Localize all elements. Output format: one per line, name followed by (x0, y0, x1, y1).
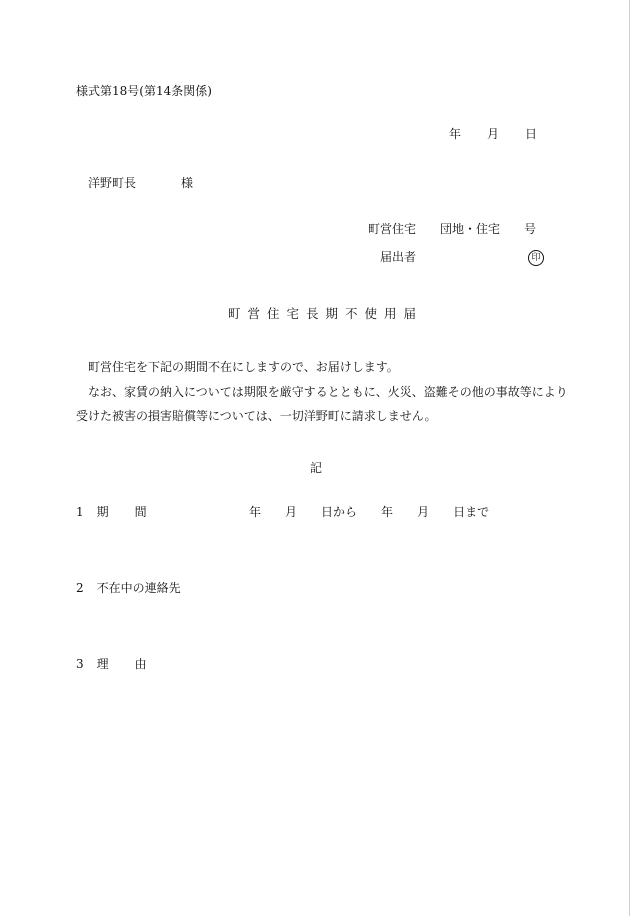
item-reason-label-a: 理 (96, 657, 109, 671)
period-range (249, 505, 489, 519)
item-period-number: 1 (76, 505, 84, 519)
period-to-day: 日まで (453, 505, 490, 519)
item-reason-number: 3 (76, 657, 84, 671)
housing-complex: 団地・住宅 (440, 222, 501, 236)
body-line-2: なお、家賃の納入については期限を厳守するとともに、火災、盗難その他の事故等により (88, 385, 568, 399)
ki-heading: 記 (310, 461, 323, 475)
item-reason (76, 657, 147, 671)
item-reason-label-b: 由 (134, 657, 147, 671)
form-number: 様式第18号(第14条関係) (76, 84, 212, 98)
item-contact-label: 不在中の連絡先 (96, 581, 181, 595)
item-contact-number: 2 (76, 581, 84, 595)
housing-number: 号 (524, 222, 537, 236)
item-contact (76, 581, 181, 595)
date-line (449, 127, 537, 141)
item-period-label-b: 間 (134, 505, 147, 519)
period-to-month: 月 (417, 505, 430, 519)
item-period (76, 505, 147, 519)
date-day: 日 (525, 127, 538, 141)
document-title: 町営住宅長期不使用届 (228, 306, 424, 321)
addressee-name: 洋野町長 (88, 176, 137, 190)
seal-mark: 印 (528, 250, 544, 266)
addressee-honorific: 様 (181, 176, 194, 190)
item-period-label-a: 期 (96, 505, 109, 519)
period-from-year: 年 (249, 505, 262, 519)
period-to-year: 年 (381, 505, 394, 519)
submitter-label: 届出者 (380, 250, 417, 264)
housing-label: 町営住宅 (368, 222, 417, 236)
date-month: 月 (487, 127, 500, 141)
period-from-month: 月 (285, 505, 298, 519)
date-year: 年 (449, 127, 462, 141)
addressee-line (88, 176, 193, 190)
period-from-day: 日から (321, 505, 358, 519)
body-line-3: 受けた被害の損害賠償等については、一切洋野町に請求しません。 (76, 409, 437, 423)
housing-line (368, 222, 536, 236)
body-line-1: 町営住宅を下記の期間不在にしますので、お届けします。 (88, 360, 399, 374)
